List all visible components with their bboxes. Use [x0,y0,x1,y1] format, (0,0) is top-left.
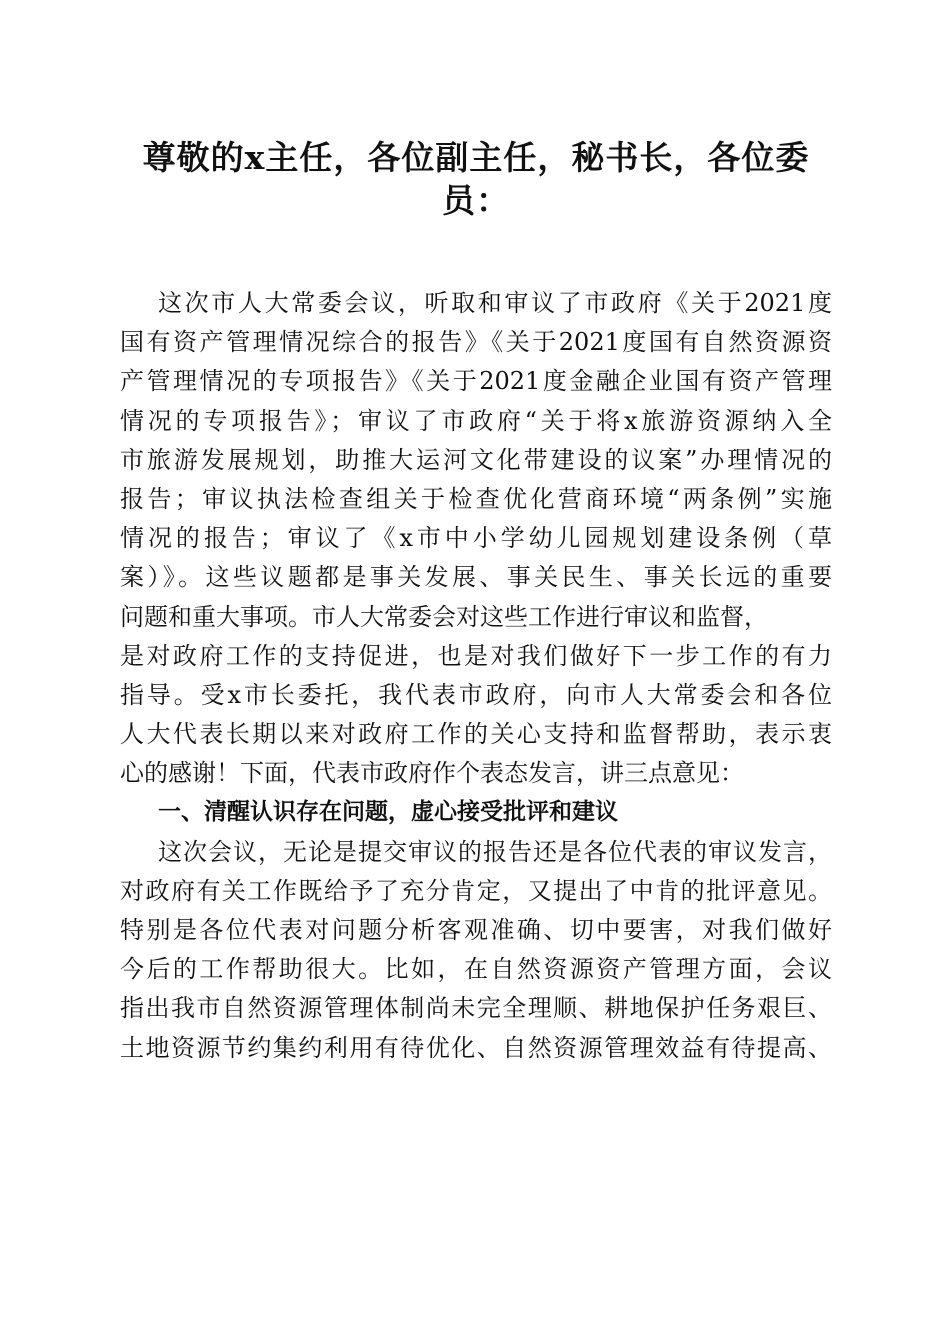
paragraph-1 [120,284,832,793]
paragraph-line: 是对政府工作的支持促进，也是对我们做好下一步工作的有力 [120,641,832,670]
title-line-1: 尊敬的x主任，各位副主任，秘书长，各位委 [142,138,810,177]
paragraph-line: 问题和重大事项。市人大常委会对这些工作进行审议和监督， [120,602,768,631]
paragraph-line: 这次会议，无论是提交审议的报告还是各位代表的审议发言， [158,837,832,866]
paragraph-line: 今后的工作帮助很大。比如，在自然资源资产管理方面，会议 [120,955,832,984]
paragraph-line: 对政府有关工作既给予了充分肯定，又提出了中肯的批评意见。 [120,876,832,905]
paragraph-line: 指导。受x市长委托，我代表市政府，向市人大常委会和各位 [120,680,832,709]
paragraph-line: 这次市人大常委会议，听取和审议了市政府《关于2021度 [158,289,832,317]
paragraph-line: 人大代表长期以来对政府工作的关心支持和监督帮助，表示衷 [120,720,832,749]
paragraph-line: 特别是各位代表对问题分析客观准确、切中要害，对我们做好 [120,916,832,944]
paragraph-line: 心的感谢！下面，代表市政府作个表态发言，讲三点意见： [120,759,744,788]
paragraph-2 [120,833,832,1068]
paragraph-line: 情况的专项报告》；审议了市政府“关于将x旅游资源纳入全 [120,406,832,435]
paragraph-line: 案）》。这些议题都是事关发展、事关民生、事关长远的重要 [120,563,832,592]
paragraph-line: 土地资源节约集约利用有待优化、自然资源管理效益有待提高、 [120,1033,832,1062]
paragraph-line: 产管理情况的专项报告》《关于2021度金融企业国有资产管理 [120,367,832,396]
paragraph-line: 情况的报告；审议了《x市中小学幼儿园规划建设条例（草 [120,524,832,553]
paragraph-line: 指出我市自然资源管理体制尚未完全理顺、耕地保护任务艰巨、 [120,994,832,1023]
paragraph-line: 市旅游发展规划，助推大运河文化带建设的议案”办理情况的 [120,445,832,474]
paragraph-line: 报告；审议执法检查组关于检查优化营商环境“两条例”实施 [120,484,832,513]
title-line-2: 员： [442,181,510,220]
section-heading: 一、清醒认识存在问题，虚心接受批评和建议 [158,799,618,826]
salutation-title [120,136,832,222]
paragraph-line: 国有资产管理情况综合的报告》《关于2021度国有自然资源资 [120,328,832,357]
